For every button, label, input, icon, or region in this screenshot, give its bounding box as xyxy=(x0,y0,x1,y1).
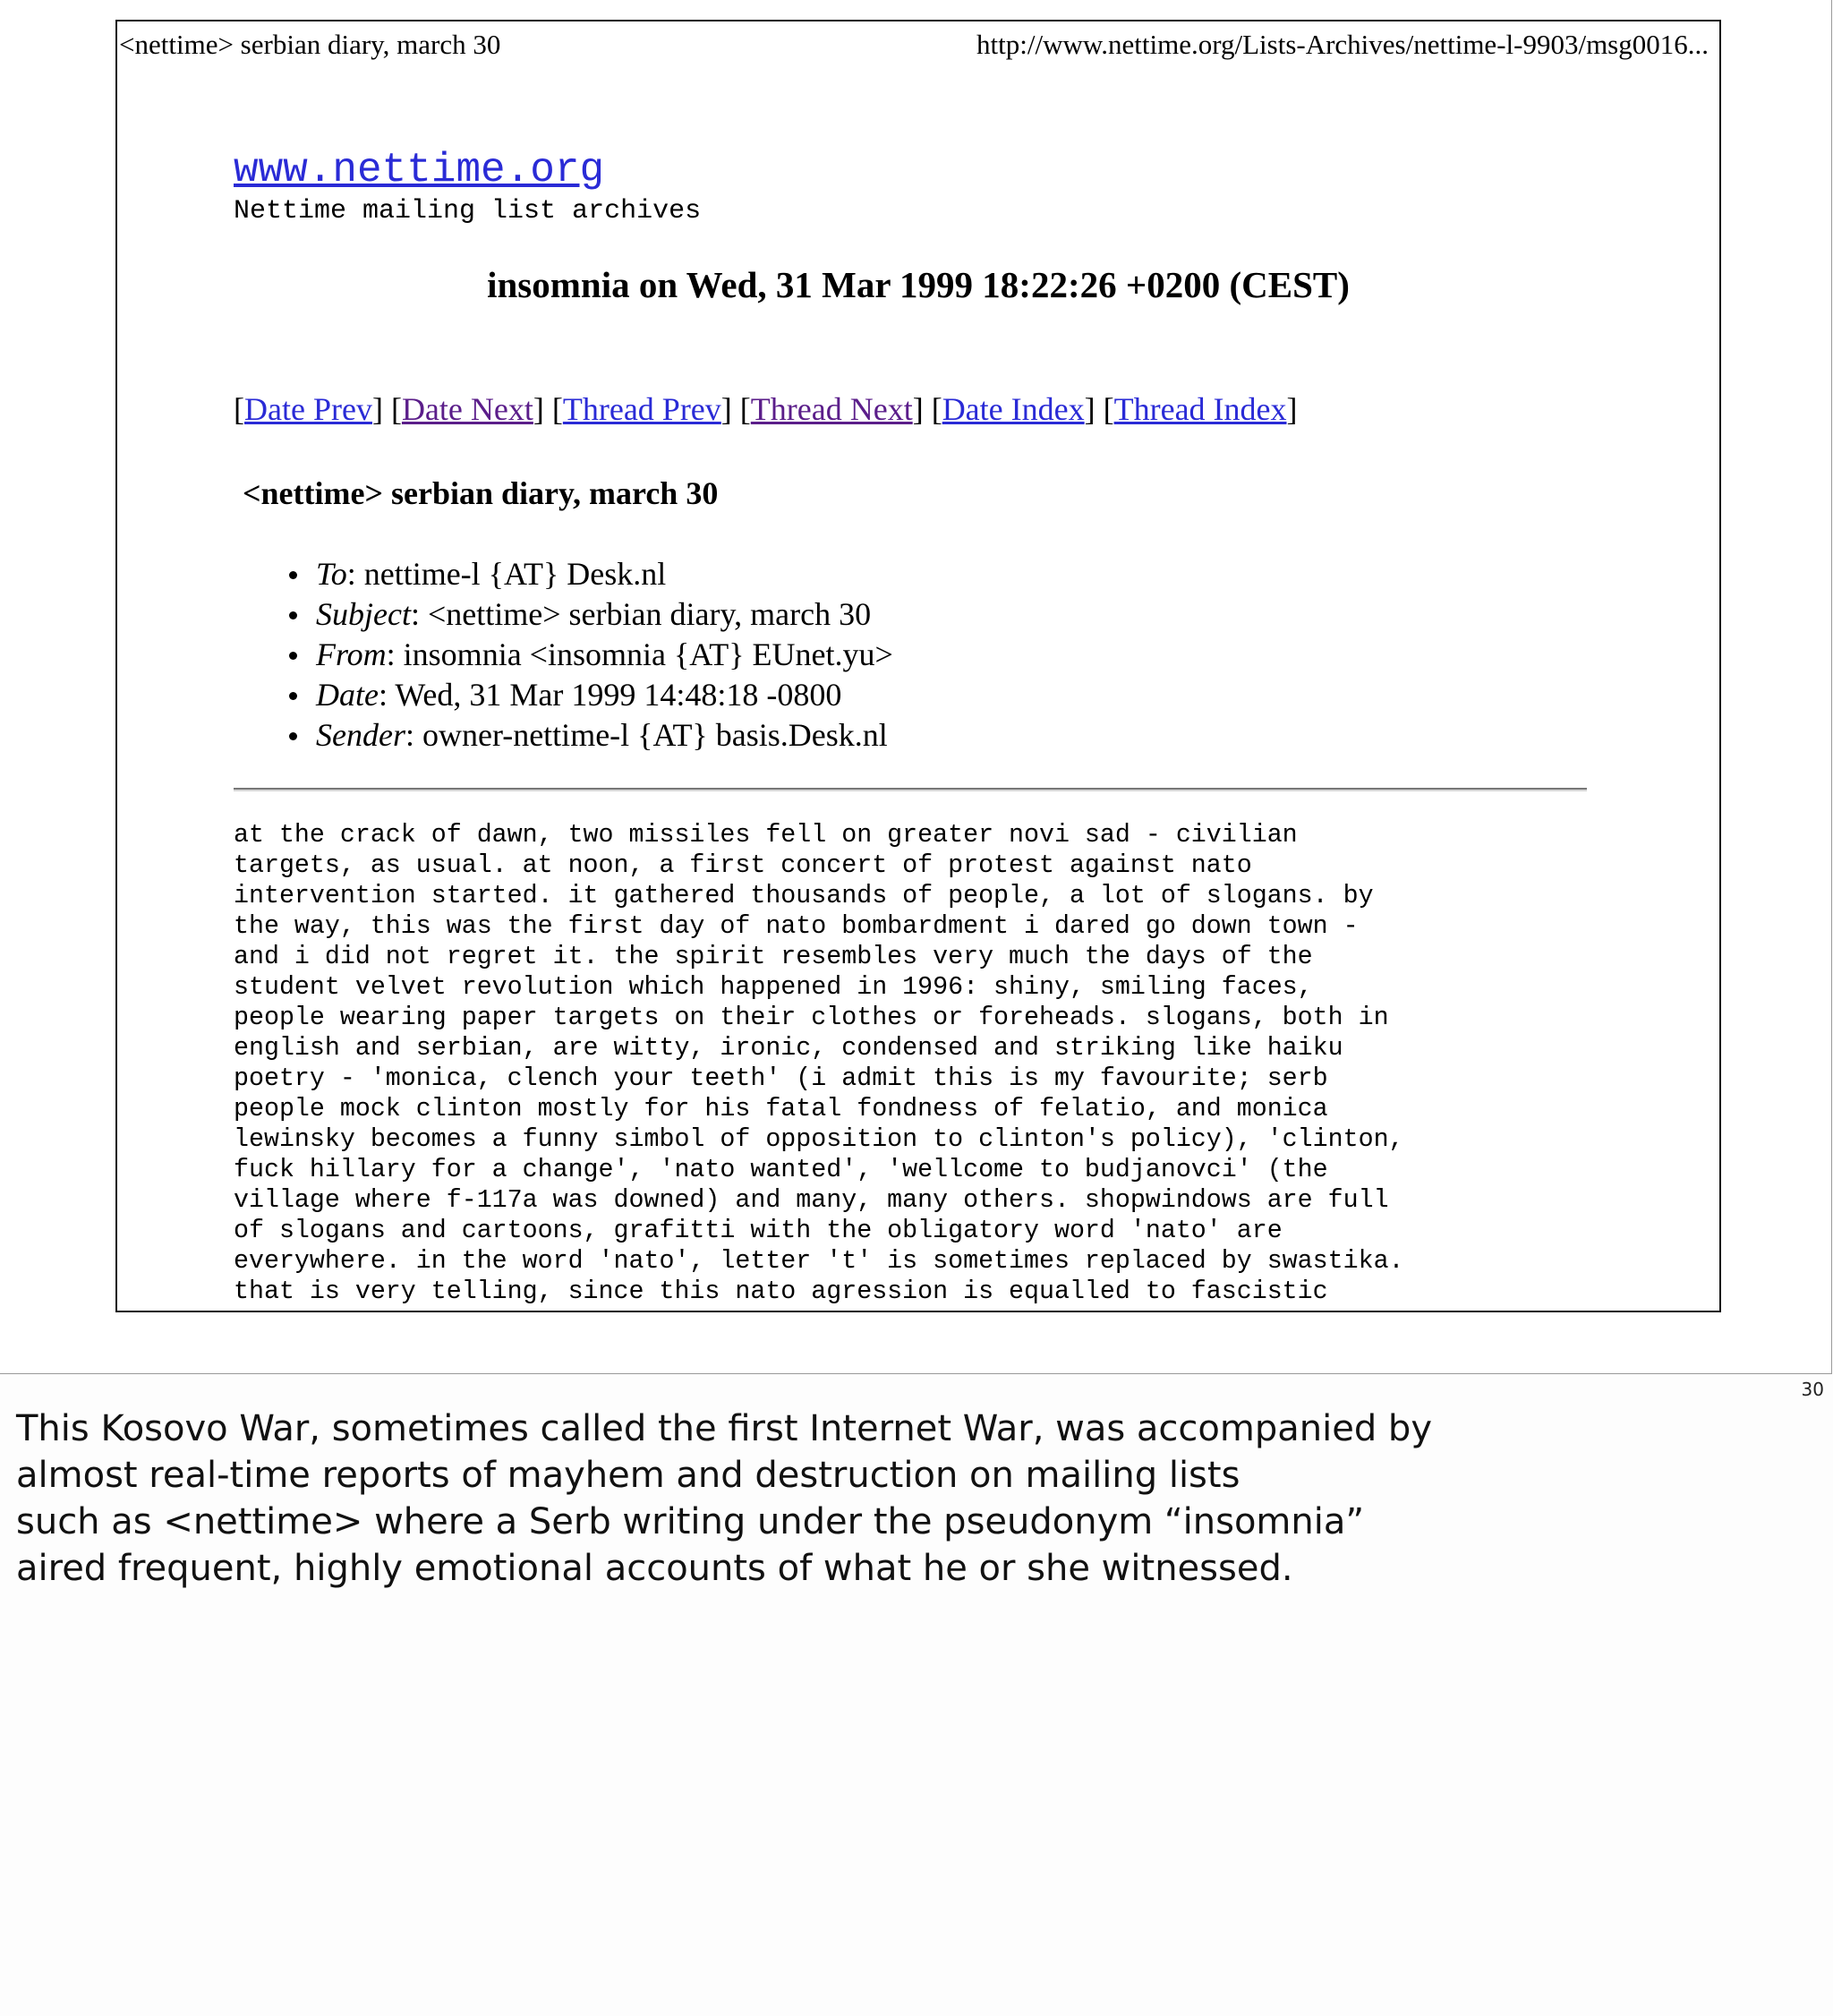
header-label: To xyxy=(316,556,347,592)
caption-line: almost real-time reports of mayhem and destruction on mailing lists xyxy=(16,1455,1240,1496)
body-line: that is very telling, since this nato agression is equalled to fascistic xyxy=(234,1277,1328,1306)
header-to xyxy=(316,554,893,594)
header-value: : <nettime> serbian diary, march 30 xyxy=(410,596,872,632)
caption-line: aired frequent, highly emotional accounts of what he or she witnessed. xyxy=(16,1548,1293,1589)
body-line: lewinsky becomes a funny simbol of opposition to clinton's policy), 'clinton, xyxy=(234,1125,1404,1154)
body-line: at the crack of dawn, two missiles fell on greater novi sad - civilian xyxy=(234,821,1298,850)
header-date xyxy=(316,675,893,715)
body-line: of slogans and cartoons, grafitti with the obligatory word 'nato' are xyxy=(234,1217,1283,1245)
thread-next-link[interactable]: Thread Next xyxy=(750,391,913,427)
caption-line: such as <nettime> where a Serb writing under the pseudonym “insomnia” xyxy=(16,1501,1365,1542)
header-from xyxy=(316,635,893,675)
slide-caption xyxy=(16,1405,1788,1592)
body-line: and i did not regret it. the spirit resembles very much the days of the xyxy=(234,943,1313,971)
date-index-link[interactable]: Date Index xyxy=(942,391,1085,427)
header-value: : owner-nettime-l {AT} basis.Desk.nl xyxy=(405,717,888,753)
body-line: student velvet revolution which happened in 1996: shiny, smiling faces, xyxy=(234,973,1313,1002)
date-prev-link[interactable]: Date Prev xyxy=(244,391,372,427)
body-line: village where f-117a was downed) and many, many others. shopwindows are full xyxy=(234,1186,1389,1215)
site-subtitle: Nettime mailing list archives xyxy=(234,196,702,226)
horizontal-rule xyxy=(234,788,1587,791)
header-sender xyxy=(316,715,893,756)
thread-index-link[interactable]: Thread Index xyxy=(1113,391,1287,427)
body-line: fuck hillary for a change', 'nato wanted', 'wellcome to budjanovci' (the xyxy=(234,1156,1328,1184)
print-header-title: <nettime> serbian diary, march 30 xyxy=(119,29,501,60)
site-home-link[interactable]: www.nettime.org xyxy=(234,147,605,193)
message-header-list xyxy=(316,554,893,756)
header-subject xyxy=(316,594,893,635)
header-value: : Wed, 31 Mar 1999 14:48:18 -0800 xyxy=(378,677,842,713)
body-line: targets, as usual. at noon, a first concert of protest against nato xyxy=(234,851,1252,880)
body-line: the way, this was the first day of nato bombardment i dared go down town - xyxy=(234,912,1359,941)
header-label: Date xyxy=(316,677,379,713)
print-header-url: http://www.nettime.org/Lists-Archives/nettime-l-9903/msg0016... xyxy=(976,29,1709,60)
subject-heading: <nettime> serbian diary, march 30 xyxy=(243,475,719,511)
caption-line: This Kosovo War, sometimes called the first Internet War, was accompanied by xyxy=(16,1408,1432,1449)
body-line: people mock clinton mostly for his fatal fondness of felatio, and monica xyxy=(234,1095,1328,1123)
date-next-link[interactable]: Date Next xyxy=(401,391,533,427)
header-label: Sender xyxy=(316,717,405,753)
header-value: : insomnia <insomnia {AT} EUnet.yu> xyxy=(386,636,893,672)
message-heading: insomnia on Wed, 31 Mar 1999 18:22:26 +0200 (CEST) xyxy=(487,264,1350,305)
thread-prev-link[interactable]: Thread Prev xyxy=(562,391,721,427)
header-label: From xyxy=(316,636,387,672)
message-navigation: [Date Prev] [Date Next] [Thread Prev] [Thread Next] [Date Index] [Thread Index] xyxy=(234,391,1298,427)
slide-number: 30 xyxy=(1801,1379,1824,1400)
body-line: people wearing paper targets on their clothes or foreheads. slogans, both in xyxy=(234,1004,1389,1032)
archived-page-screenshot xyxy=(115,20,1721,1312)
body-line: poetry - 'monica, clench your teeth' (i admit this is my favourite; serb xyxy=(234,1064,1328,1093)
body-line: intervention started. it gathered thousands of people, a lot of slogans. by xyxy=(234,882,1374,910)
header-label: Subject xyxy=(316,596,411,632)
body-line: english and serbian, are witty, ironic, condensed and striking like haiku xyxy=(234,1034,1343,1063)
header-value: : nettime-l {AT} Desk.nl xyxy=(346,556,667,592)
message-body xyxy=(234,820,1404,1307)
body-line: everywhere. in the word 'nato', letter 't' is sometimes replaced by swastika. xyxy=(234,1247,1404,1276)
